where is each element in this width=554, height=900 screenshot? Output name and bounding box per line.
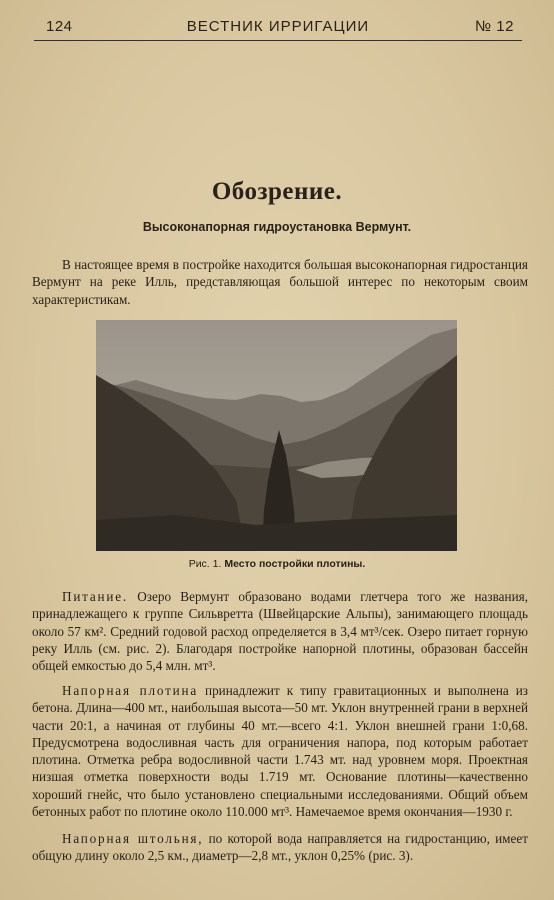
paragraph-body: принадлежит к типу гравитационных и выполнена из бетона. Длина—400 мт., наибольшая высота—50 мт. Уклон внутренней грани в верхней части 20:1, а начиная от глубины 40 мт.—всего 4:1. Уклон внешней грани 1:0,68. Предусмотрена водосливная часть для ограничения напора, под которым работает плотина. Отметка ребра водосливной части 1.743 мт. над уровнем моря. Проектная низшая отметка поверхности воды 1.719 мт. Основание плотины—качественно хороший гнейс, что было установлено специальными исследованиями. Общий объем бетонных работ по плотине около 110.000 мт³. Намечаемое время окончания—1930 г.: [32, 683, 529, 820]
figure-caption: [0, 558, 554, 570]
figure-caption-text: Место постройки плотины.: [224, 558, 366, 570]
mountain-photo-image: [96, 320, 457, 551]
paragraph-lead: Напорная штольня,: [62, 831, 204, 846]
header-rule: [34, 40, 522, 41]
intro-paragraph: В настоящее время в постройке находится большая высоконапорная гидростанция Вермунт на реке Илль, представляющая большой интерес по некоторым своим характеристикам.: [32, 257, 528, 307]
page-header: [34, 18, 522, 38]
paragraph-supply: [32, 588, 528, 674]
figure-caption-prefix: Рис. 1.: [188, 558, 222, 570]
issue-number: № 12: [475, 18, 514, 35]
mountain-photo: [96, 320, 457, 551]
paragraph-dam: [32, 682, 528, 820]
article-subtitle: Высоконапорная гидроустановка Вермунт.: [142, 220, 412, 234]
paragraph-lead: Напорная плотина: [62, 683, 199, 698]
paragraph-body: Озеро Вермунт образовано водами глетчера того же названия, принадлежащего к группе Сильвретта (Швейцарские Альпы), занимающего площадь около 57 км². Средний годовой расход определяется в 3,4 мт³/сек. Озеро питает горную реку Илль (см. рис. 2). Благодаря постройке напорной плотины, образован бассейн общей емкостью до 5,4 млн. мт³.: [32, 589, 528, 674]
page-number: 124: [46, 18, 73, 35]
article-title: Обозрение.: [211, 178, 343, 205]
paragraph-tunnel: [32, 830, 528, 865]
paragraph-lead: Питание.: [62, 589, 129, 604]
journal-title: ВЕСТНИК ИРРИГАЦИИ: [186, 18, 370, 35]
paragraph-body: по которой вода направляется на гидростанцию, имеет общую длину около 2,5 км., диаметр—2,8 мт., уклон 0,25% (рис. 3).: [32, 831, 528, 864]
